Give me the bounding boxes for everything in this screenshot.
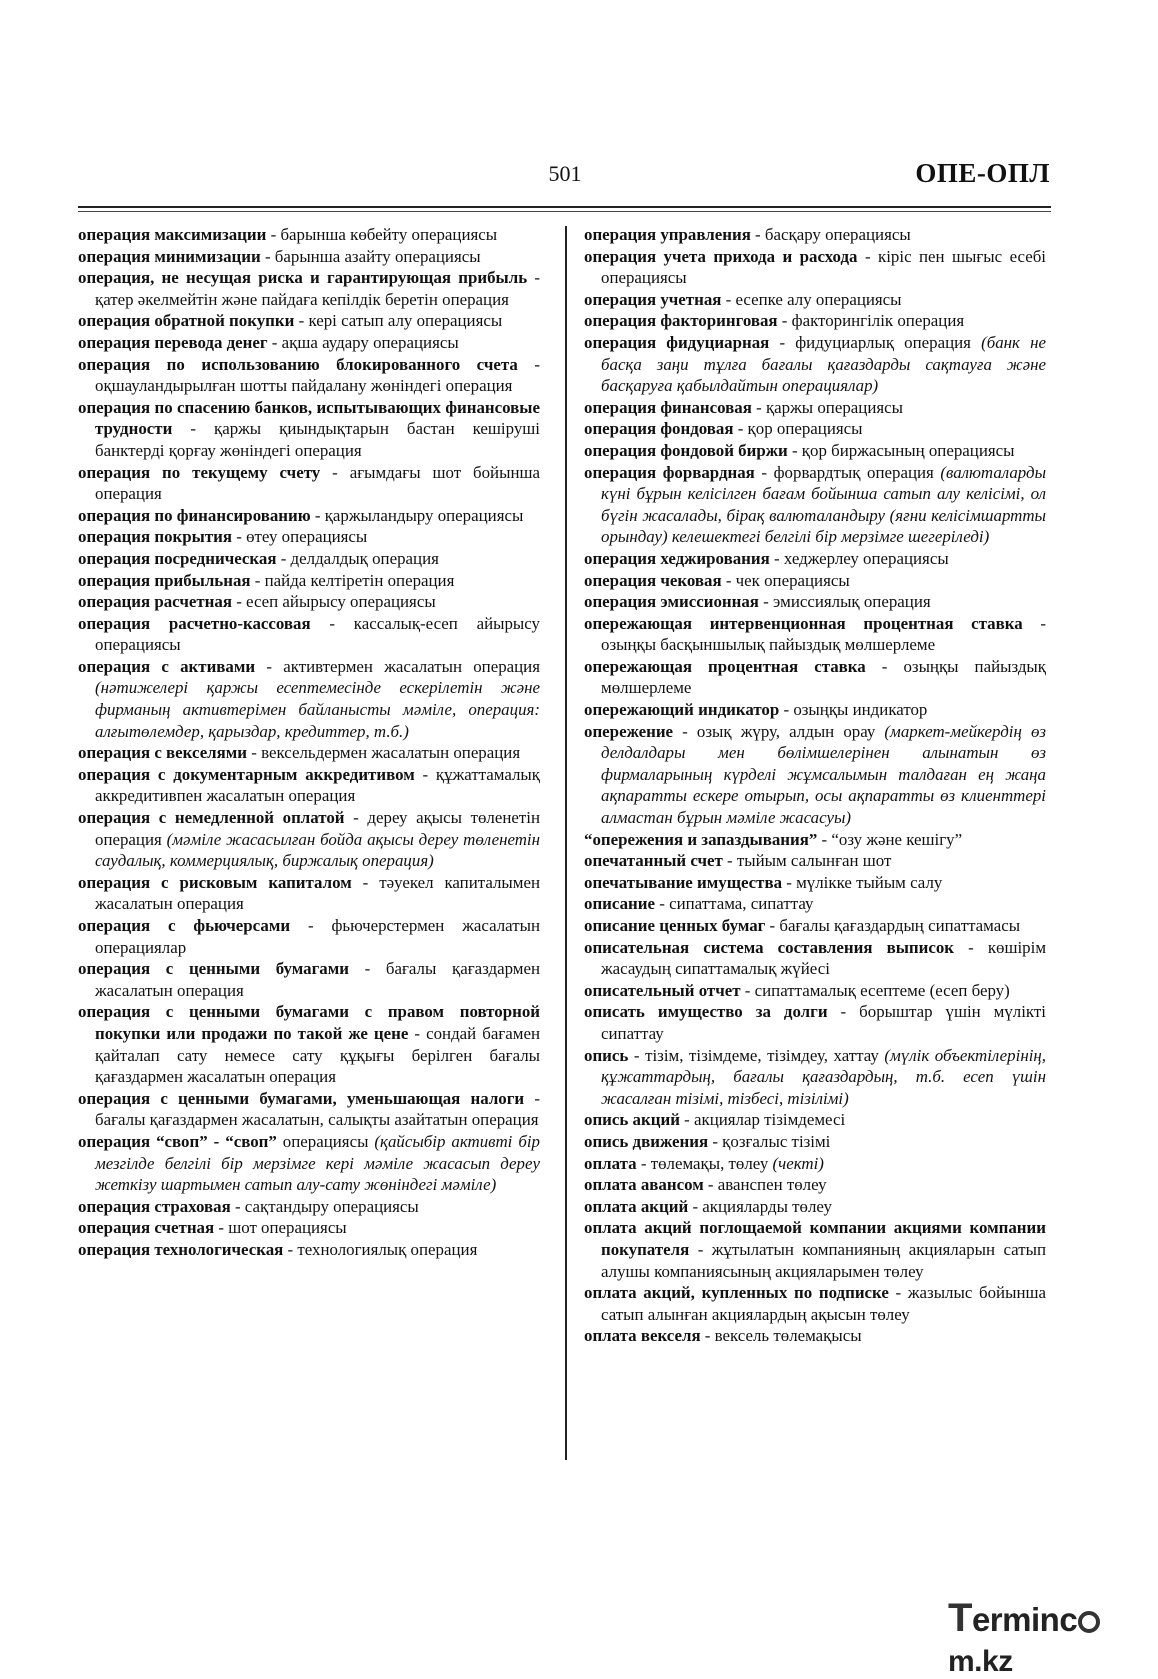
entry-definition: - ақша аудару операциясы [267, 332, 459, 352]
entry-term: операция фондовой биржи [584, 440, 788, 460]
entry-term: операция минимизации [78, 246, 261, 266]
entry-definition: - дереу ақысы төленетін операция [95, 808, 540, 849]
entry-term: операция эмиссионная [584, 592, 759, 612]
entry-definition: - тізім, тізімдеме, тізімдеу, хаттау [628, 1045, 885, 1065]
entry-term: операция страховая [78, 1196, 231, 1216]
dictionary-entry [584, 440, 1046, 462]
left-column [78, 224, 540, 1261]
entry-definition: - “озу және кешігу” [817, 829, 963, 849]
dictionary-entry [584, 893, 1046, 915]
entry-term: операция, не несущая риска и гарантирующая прибыль [78, 268, 528, 288]
entry-term: операция покрытия [78, 527, 232, 547]
running-head: ОПЕ-ОПЛ [915, 158, 1050, 188]
dictionary-entry [78, 505, 540, 527]
dictionary-entry [78, 267, 540, 310]
dictionary-entry [584, 224, 1046, 246]
dictionary-entry [78, 764, 540, 807]
entry-definition: - бағалы қағаздармен жасалатын операция [95, 959, 540, 1000]
entry-definition: - бағалы қағаздардың сипаттамасы [765, 916, 1021, 935]
entry-term: операция с документарным аккредитивом [78, 764, 415, 784]
entry-note: (қайсыбір активті бір мезгілде белгілі бір мерзімге кері мәміле жасасып дереу жеткізу шартымен сатып алу-сату жөніндегі мәміле) [95, 1131, 540, 1195]
dictionary-entry [584, 548, 1046, 570]
entry-definition: - факторингілік операция [777, 311, 965, 331]
entry-definition: - төлемақы, төлеу [636, 1153, 773, 1173]
header-rule [78, 206, 1051, 208]
dictionary-entry [78, 397, 540, 462]
entry-definition: - бағалы қағаздармен жасалатын, салықты азайтатын операция [95, 1088, 540, 1130]
entry-definition: - аванспен төлеу [703, 1175, 827, 1195]
dictionary-entry [78, 1131, 540, 1196]
entry-term: операция чековая [584, 570, 722, 590]
entry-definition: - пайда келтіретін операция [250, 570, 455, 590]
entry-definition: - чек операциясы [721, 570, 850, 590]
entry-term: опись [584, 1045, 629, 1065]
entry-term: операция прибыльная [78, 570, 251, 590]
dictionary-entry [78, 807, 540, 872]
entry-definition: - кері сатып алу операциясы [294, 311, 503, 331]
entry-definition: - көшірім жасаудың сипаттамалық жүйесі [601, 937, 1047, 979]
watermark-text-c: c [1059, 1601, 1078, 1638]
entry-term: оплата акций [584, 1196, 689, 1216]
entry-definition: операциясы [276, 1131, 375, 1151]
dictionary-entry [78, 742, 540, 764]
dictionary-entry [584, 850, 1046, 872]
entry-term: оплата акций поглощаемой компании акциями компании покупателя [584, 1218, 1046, 1259]
entry-term: операция фидуциарная [584, 332, 770, 352]
entry-term: операция с немедленной оплатой [78, 808, 345, 828]
entry-definition: - озыңқы индикатор [779, 700, 928, 720]
right-column [584, 224, 1046, 1347]
dictionary-entry [584, 418, 1046, 440]
termincom-watermark [948, 1596, 1158, 1679]
entry-definition: - хеджерлеу операциясы [769, 548, 949, 568]
dictionary-entry [78, 224, 540, 246]
entry-term: операция посредническая [78, 548, 277, 568]
entry-term: операция с ценными бумагами, уменьшающая налоги [78, 1088, 525, 1108]
entry-definition: - кіріс пен шығыс есебі операциясы [601, 246, 1046, 288]
entry-term: операция с фьючерсами [78, 916, 291, 935]
dictionary-entry [78, 354, 540, 397]
dictionary-entry [584, 980, 1046, 1002]
entry-term: операция счетная [78, 1218, 215, 1238]
entry-term: операция фондовая [584, 419, 734, 439]
entry-definition: - қаржыландыру операциясы [310, 505, 524, 525]
page-number: 501 [548, 161, 582, 186]
entry-term: “опережения и запаздывания” [584, 829, 818, 849]
entry-definition: - қозғалыс тізімі [708, 1131, 831, 1151]
entry-definition: - сақтандыру операциясы [230, 1196, 419, 1216]
entry-term: оплата акций, купленных по подписке [584, 1283, 889, 1303]
dictionary-entry [584, 1109, 1046, 1131]
entry-definition: - акциялар тізімдемесі [679, 1110, 846, 1130]
dictionary-entry [584, 699, 1046, 721]
dictionary-entry [584, 915, 1046, 937]
dictionary-entry [584, 462, 1046, 548]
dictionary-entry [584, 1045, 1046, 1110]
entry-term: операция перевода денег [78, 332, 268, 352]
dictionary-entry [584, 332, 1046, 397]
entry-term: опережение [584, 721, 674, 741]
dictionary-entry [584, 246, 1046, 289]
entry-definition: - озық жүру, алдын орау [673, 721, 885, 741]
entry-definition: - сондай бағамен қайталап сату немесе сату құқығы берілген бағалы қағаздармен жасалатын операция [95, 1023, 540, 1087]
entry-definition: - құжаттамалық аккредитивпен жасалатын операция [95, 764, 540, 806]
dictionary-entry [584, 310, 1046, 332]
entry-term: операция финансовая [584, 397, 752, 417]
entry-definition: - жұтылатын компанияның акцияларын сатып алушы компаниясының акцияларымен төлеу [601, 1239, 1046, 1281]
dictionary-entry [584, 1217, 1046, 1282]
entry-term: описание [584, 894, 656, 914]
dictionary-entry [584, 1325, 1046, 1347]
dictionary-entry [584, 829, 1046, 851]
entry-term: операция с векселями [78, 743, 248, 763]
dictionary-entry [78, 1239, 540, 1261]
watermark-circle-icon [1078, 1611, 1100, 1633]
entry-term: опись акций [584, 1110, 680, 1130]
entry-definition: - өтеу операциясы [232, 527, 368, 547]
dictionary-entry [78, 915, 540, 958]
entry-definition: - озыңқы басқыншылық пайыздық мөлшерлеме [601, 613, 1046, 655]
dictionary-entry [584, 872, 1046, 894]
column-divider [565, 226, 567, 1460]
entry-note: (маркет-мейкердің өз делдалдары мен бөлімшелерінен алынатын өз фирмаларының күрделі жұмсалымын талдаған ең жаңа ақпаратты ескере отырып, осы ақпаратты өз клиенттері алмастан бұрын мәміле жасасуы) [601, 721, 1046, 828]
entry-term: операция форвардная [584, 462, 755, 482]
entry-term: операция по использованию блокированного счета [78, 354, 518, 374]
entry-term: операция хеджирования [584, 548, 770, 568]
dictionary-entry [584, 1282, 1046, 1325]
entry-term: описательный отчет [584, 980, 741, 1000]
dictionary-entry [584, 1131, 1046, 1153]
entry-term: операция расчетно-кассовая [78, 613, 311, 633]
entry-definition: - сипаттама, сипаттау [655, 894, 814, 914]
entry-term: операция по финансированию [78, 505, 311, 525]
dictionary-entry [78, 462, 540, 505]
dictionary-entry [78, 1001, 540, 1087]
dictionary-entry [78, 310, 540, 332]
entry-definition: - есеп айырысу операциясы [231, 592, 436, 612]
entry-definition: - барынша көбейту операциясы [266, 225, 498, 244]
entry-definition: - ағымдағы шот бойынша операция [95, 462, 540, 504]
dictionary-entry [584, 1174, 1046, 1196]
entry-term: опережающий индикатор [584, 700, 780, 720]
entry-term: опережающая интервенционная процентная ставка [584, 613, 1023, 633]
dictionary-entry [78, 1088, 540, 1131]
entry-definition: - қаржы қиындықтарын бастан кешіруші банктерді қорғау жөніндегі операция [95, 419, 540, 460]
entry-definition: - делдалдық операция [276, 548, 439, 568]
entry-note: (нәтижелері қаржы есептемесінде ескерілетін және фирманың активтерімен байланысты мәміле, операция: алғытөлемдер, қарыздар, кредиттер, т.б.) [95, 678, 540, 741]
entry-definition: - жазылыс бойынша сатып алынған акциялардың ақысын төлеу [601, 1283, 1046, 1324]
watermark-text: ermin [971, 1601, 1060, 1638]
entry-term: операция “своп” - “своп” [78, 1131, 277, 1151]
entry-term: операция учета прихода и расхода [584, 246, 858, 266]
entry-definition: - қаржы операциясы [751, 397, 903, 417]
dictionary-entry [584, 613, 1046, 656]
dictionary-entry [78, 548, 540, 570]
entry-definition: - қор биржасының операциясы [787, 440, 1015, 460]
entry-term: описание ценных бумаг [584, 916, 766, 935]
dictionary-entry [78, 246, 540, 268]
entry-definition: - технологиялық операция [283, 1239, 478, 1259]
entry-definition: - активтермен жасалатын операция [255, 656, 540, 676]
dictionary-entry [78, 526, 540, 548]
dictionary-entry [78, 1196, 540, 1218]
dictionary-entry [78, 656, 540, 742]
dictionary-entry [584, 570, 1046, 592]
entry-term: описательная система составления выписок [584, 937, 955, 957]
entry-definition: - борыштар үшін мүлікті сипаттау [601, 1002, 1046, 1043]
entry-definition: - қатер әкелмейтін және пайдаға кепілдік беретін операция [95, 268, 541, 309]
watermark-domain: m.kz [948, 1645, 1013, 1678]
dictionary-entry [584, 721, 1046, 829]
entry-term: опечатывание имущества [584, 872, 783, 892]
entry-definition: - вексель төлемақысы [700, 1326, 862, 1346]
entry-note: (валюталарды күні бұрын келісілген бағам бойынша сатып алу келісімі, ол бүгін жасалады, бірақ валюталандыру (яғни келісімшартты орындау) келешектегі белгілі бір мерзімге шегеріледі) [601, 462, 1047, 547]
entry-definition: - тыйым салынған шот [722, 851, 892, 871]
dictionary-entry [584, 397, 1046, 419]
entry-definition: - мүлікке тыйым салу [782, 872, 943, 892]
entry-definition: - фьючерстермен жасалатын операциялар [95, 916, 540, 957]
dictionary-entry [78, 958, 540, 1001]
entry-term: операция технологическая [78, 1239, 284, 1259]
entry-definition: - форвардтық операция [754, 462, 941, 482]
entry-definition: - барынша азайту операциясы [260, 246, 481, 266]
entry-note: (мүлік объектілерінің, құжаттардың, бағалы қағаздардың, т.б. есеп үшін жасалған тізімі, тізбесі, тізілімі) [601, 1045, 1046, 1108]
watermark-initial: T [948, 1596, 972, 1640]
dictionary-entry [78, 1217, 540, 1239]
entry-term: описать имущество за долги [584, 1002, 828, 1022]
entry-term: операция по текущему счету [78, 462, 321, 482]
entry-note: (чекті) [772, 1153, 824, 1173]
dictionary-entry [78, 570, 540, 592]
entry-definition: - кассалық-есеп айырысу операциясы [95, 613, 540, 655]
entry-definition: - озыңқы пайыздық мөлшерлеме [601, 656, 1046, 698]
dictionary-entry [584, 1001, 1046, 1044]
entry-term: операция учетная [584, 289, 722, 309]
entry-definition: - сипаттамалық есептеме (есеп беру) [740, 980, 1010, 1000]
entry-term: операция управления [584, 225, 751, 244]
entry-definition: - тәуекел капиталымен жасалатын операция [95, 872, 540, 914]
dictionary-entry [78, 332, 540, 354]
entry-definition: - есепке алу операциясы [721, 289, 902, 309]
dictionary-entry [584, 289, 1046, 311]
entry-term: операция максимизации [78, 225, 267, 244]
entry-definition: - шот операциясы [214, 1218, 347, 1238]
header-rule-thin [78, 211, 1051, 212]
entry-term: опечатанный счет [584, 851, 723, 871]
entry-term: операция с рисковым капиталом [78, 872, 352, 892]
entry-definition: - оқшауландырылған шотты пайдалану жөніндегі операция [95, 354, 540, 396]
entry-term: операция факторинговая [584, 311, 778, 331]
entry-term: оплата [584, 1153, 637, 1173]
entry-term: опережающая процентная ставка [584, 656, 866, 676]
dictionary-entry [584, 656, 1046, 699]
entry-term: оплата авансом [584, 1175, 704, 1195]
entry-term: оплата векселя [584, 1326, 701, 1346]
dictionary-entry [584, 591, 1046, 613]
dictionary-entry [78, 872, 540, 915]
entry-term: операция с активами [78, 656, 256, 676]
entry-term: операция по спасению банков, испытывающих финансовые трудности [78, 397, 540, 439]
dictionary-entry [78, 591, 540, 613]
entry-definition: - эмиссиялық операция [758, 592, 931, 612]
dictionary-entry [78, 613, 540, 656]
dictionary-entry [584, 1196, 1046, 1218]
entry-term: опись движения [584, 1131, 709, 1151]
entry-definition: - акцияларды төлеу [688, 1196, 832, 1216]
entry-term: операция обратной покупки [78, 311, 295, 331]
dictionary-entry [584, 1153, 1046, 1175]
entry-term: операция с ценными бумагами [78, 959, 349, 979]
entry-definition: - фидуциарлық операция [769, 332, 982, 352]
entry-definition: - қор операциясы [733, 419, 863, 439]
dictionary-entry [584, 937, 1046, 980]
entry-note: (банк не басқа заңи тұлға бағалы қағаздарды сақтауға және басқаруға қабылдайтын операциялар) [601, 332, 1046, 396]
entry-definition: - вексельдермен жасалатын операция [247, 743, 521, 763]
entry-term: операция расчетная [78, 592, 232, 612]
entry-term: операция с ценными бумагами с правом повторной покупки или продажи по такой же цене [78, 1002, 540, 1043]
entry-definition: - басқару операциясы [750, 225, 911, 244]
entry-note: (мәміле жасасылған бойда ақысы дереу төленетін саудалық, коммерциялық, биржалық операция) [95, 829, 540, 871]
